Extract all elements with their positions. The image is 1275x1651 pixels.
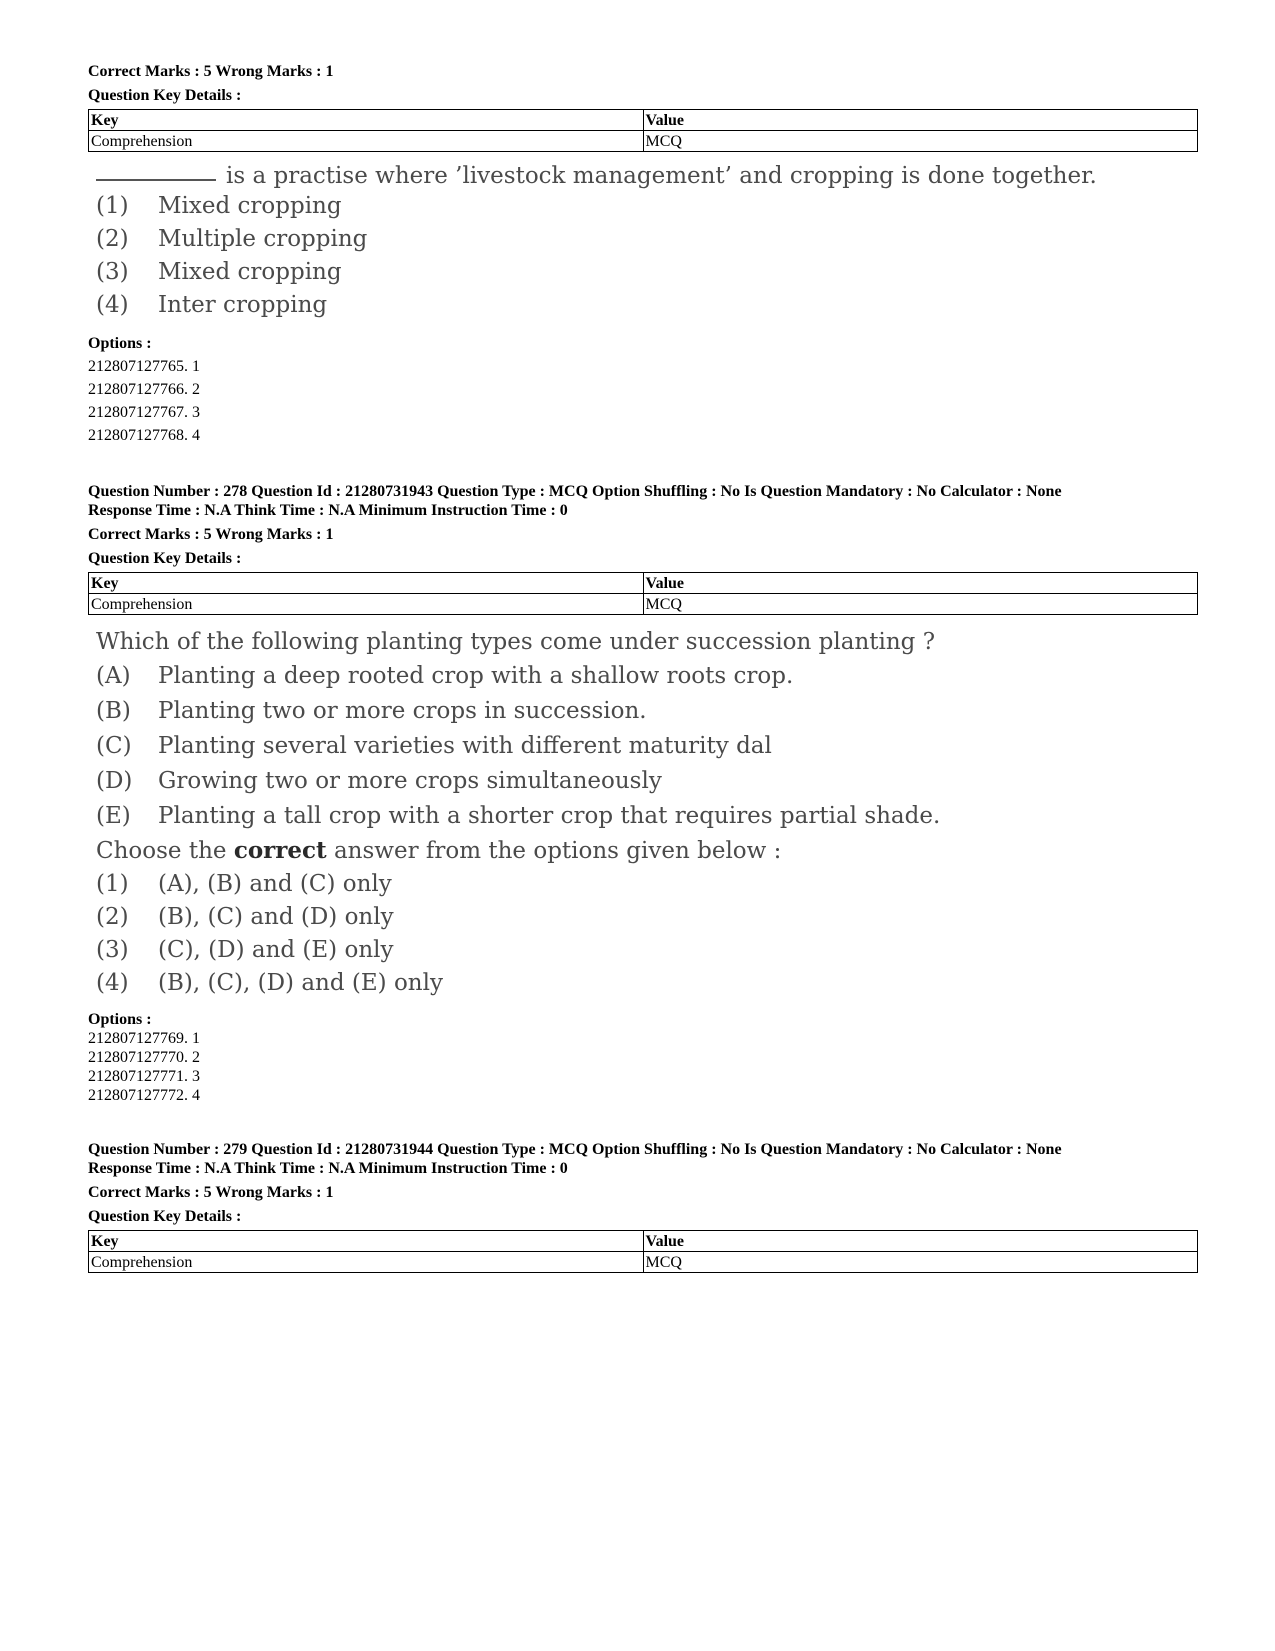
statement-item: (D) Growing two or more crops simultaneously [96, 768, 662, 794]
table-header-value: Value [643, 110, 1198, 131]
option-id: 212807127765. 1 [88, 358, 200, 375]
options-label: Options : [88, 335, 152, 352]
key-details-label: Question Key Details : [88, 550, 242, 567]
option-id: 212807127772. 4 [88, 1087, 200, 1104]
question-block-277 [88, 62, 1198, 447]
choice-item: (4) (B), (C), (D) and (E) only [96, 970, 443, 996]
choice-item: (3) (C), (D) and (E) only [96, 937, 394, 963]
choice-item: (2) (B), (C) and (D) only [96, 904, 394, 930]
options-label: Options : [88, 1011, 152, 1028]
question-key-table [88, 109, 1198, 152]
choice-item: (1) (A), (B) and (C) only [96, 871, 392, 897]
choice-item: (3) Mixed cropping [96, 259, 342, 285]
option-id: 212807127767. 3 [88, 404, 200, 421]
options-list [88, 1010, 1198, 1105]
table-cell-key: Comprehension [89, 594, 644, 615]
choice-item: (4) Inter cropping [96, 292, 328, 318]
option-id: 212807127769. 1 [88, 1030, 200, 1047]
table-cell-value: MCQ [643, 131, 1198, 152]
question-image [88, 162, 1198, 322]
question-stem: is a practise where ’livestock management’ and cropping is done together. [96, 162, 1198, 190]
question-stem: Which of the following planting types come under succession planting ? [96, 629, 936, 655]
choice-item: (1) Mixed cropping [96, 193, 342, 219]
question-block-278 [88, 482, 1198, 1105]
marks-line: Correct Marks : 5 Wrong Marks : 1 [88, 526, 334, 543]
key-details-label: Question Key Details : [88, 1208, 242, 1225]
document-page [88, 62, 1198, 1273]
table-cell-key: Comprehension [89, 131, 644, 152]
option-id: 212807127771. 3 [88, 1068, 200, 1085]
table-header-value: Value [643, 1231, 1198, 1252]
statement-item: (E) Planting a tall crop with a shorter crop that requires partial shade. [96, 803, 941, 829]
question-header-line: Response Time : N.A Think Time : N.A Minimum Instruction Time : 0 [88, 1160, 568, 1177]
question-block-279 [88, 1140, 1198, 1273]
table-header-key: Key [89, 1231, 644, 1252]
statement-item: (B) Planting two or more crops in succession. [96, 698, 647, 724]
fill-blank-line [96, 179, 216, 181]
table-cell-value: MCQ [643, 1252, 1198, 1273]
statement-item: (A) Planting a deep rooted crop with a shallow roots crop. [96, 663, 794, 689]
marks-line: Correct Marks : 5 Wrong Marks : 1 [88, 63, 334, 80]
question-key-table [88, 572, 1198, 615]
options-list [88, 332, 1198, 447]
choice-item: (2) Multiple cropping [96, 226, 368, 252]
statement-item: (C) Planting several varieties with different maturity dal [96, 733, 772, 759]
choose-instruction: Choose the correct answer from the options given below : [96, 837, 782, 864]
table-cell-value: MCQ [643, 594, 1198, 615]
option-id: 212807127768. 4 [88, 427, 200, 444]
table-header-key: Key [89, 573, 644, 594]
marks-line: Correct Marks : 5 Wrong Marks : 1 [88, 1184, 334, 1201]
option-id: 212807127770. 2 [88, 1049, 200, 1066]
option-id: 212807127766. 2 [88, 381, 200, 398]
question-header-line: Question Number : 278 Question Id : 21280731943 Question Type : MCQ Option Shuffling : No Is Question Mandatory : No Calculator : None [88, 483, 1062, 500]
question-header-line: Question Number : 279 Question Id : 21280731944 Question Type : MCQ Option Shuffling : No Is Question Mandatory : No Calculator : None [88, 1141, 1062, 1158]
question-image [88, 625, 1198, 1000]
table-cell-key: Comprehension [89, 1252, 644, 1273]
question-key-table [88, 1230, 1198, 1273]
question-header-line: Response Time : N.A Think Time : N.A Minimum Instruction Time : 0 [88, 502, 568, 519]
key-details-label: Question Key Details : [88, 87, 242, 104]
table-header-key: Key [89, 110, 644, 131]
table-header-value: Value [643, 573, 1198, 594]
